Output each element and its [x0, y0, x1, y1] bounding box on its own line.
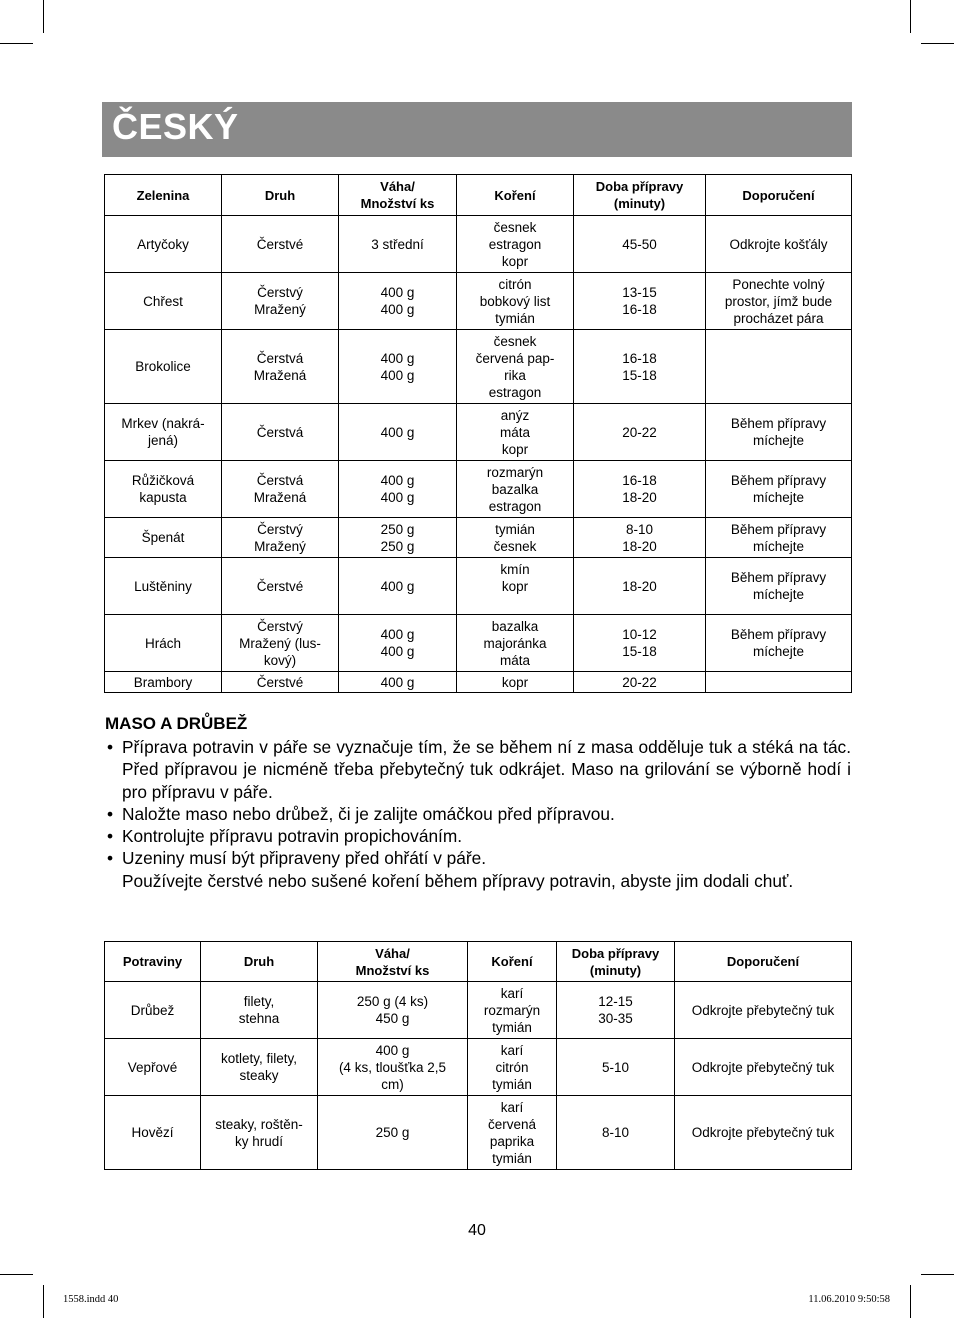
- cell-line: Mražený: [254, 538, 306, 554]
- cell-line: steaky, roštěn-: [215, 1116, 303, 1132]
- cell-line: tymián: [492, 1019, 532, 1035]
- cell-line: 16-18: [622, 302, 657, 317]
- column-header: [574, 175, 706, 216]
- cell-line: česnek: [493, 219, 537, 235]
- table-cell: [706, 672, 852, 693]
- table-row: [105, 1096, 852, 1170]
- list-item: • Uzeniny musí být připraveny před ohřátí v páře.: [105, 847, 851, 869]
- cell-line: Čerstvé: [256, 578, 304, 594]
- cell-line: Čerstvý: [257, 521, 303, 537]
- cell-line: 250 g (4 ks): [356, 994, 429, 1009]
- table-cell: [468, 1039, 557, 1096]
- cell-line: Odkrojte přebytečný tuk: [691, 1059, 835, 1075]
- cell-line: kopr: [501, 674, 529, 690]
- section-heading: MASO A DRŮBEŽ: [105, 714, 248, 733]
- table-cell: [706, 273, 852, 330]
- crop-mark: [910, 0, 911, 33]
- bullet-list: [105, 736, 851, 870]
- table-cell: [574, 558, 706, 615]
- cell-line: míchejte: [752, 644, 805, 659]
- table-cell: [339, 615, 457, 672]
- cell-line: Doporučení: [742, 187, 815, 203]
- table-cell: [574, 330, 706, 404]
- cell-line: 10-12: [622, 627, 657, 642]
- column-header: [557, 942, 675, 982]
- cell-line: kový): [263, 652, 297, 668]
- table-cell: [222, 518, 339, 558]
- table-row: [105, 518, 852, 558]
- cell-line: tymián: [495, 310, 535, 326]
- cell-line: Doporučení: [726, 954, 800, 969]
- cell-line: Doba přípravy: [595, 179, 684, 194]
- cell-line: 18-20: [622, 538, 657, 554]
- cell-line: majoránka: [483, 635, 547, 651]
- cell-line: Čerstvá: [256, 424, 304, 440]
- crop-mark: [43, 0, 44, 33]
- cell-line: kopr: [501, 441, 529, 457]
- cell-line: 400 g: [380, 302, 415, 317]
- cell-line: Odkrojte košťály: [729, 236, 828, 252]
- table-cell: [339, 404, 457, 461]
- cell-line: 15-18: [622, 644, 657, 659]
- table-row: [105, 982, 852, 1039]
- cell-line: Čerstvá: [256, 350, 304, 366]
- meat-section: [105, 712, 851, 892]
- cell-line: 15-18: [622, 367, 657, 383]
- cell-line: Drůbež: [130, 1002, 175, 1018]
- table-header-row: [105, 942, 852, 982]
- table-cell: [574, 404, 706, 461]
- date-slug: 11.06.2010 9:50:58: [808, 1294, 890, 1305]
- column-header: [339, 175, 457, 216]
- list-item: • Naložte maso nebo drůbež, či je zalijte omáčkou před přípravou.: [105, 803, 851, 825]
- cell-line: míchejte: [752, 538, 805, 554]
- cell-line: estragon: [488, 498, 542, 514]
- cell-line: 5-10: [601, 1059, 630, 1075]
- meat-table: [104, 941, 852, 1170]
- cell-line: (4 ks, tloušťka 2,5: [338, 1059, 447, 1075]
- column-header: [675, 942, 852, 982]
- table-cell: [201, 982, 318, 1039]
- cell-line: 250 g: [380, 538, 415, 554]
- column-header: [468, 942, 557, 982]
- cell-line: Čerstvý: [257, 285, 303, 300]
- table-cell: [457, 330, 574, 404]
- cell-line: stehna: [238, 1011, 280, 1026]
- cell-line: červená pap-: [475, 350, 555, 366]
- table-cell: [457, 216, 574, 273]
- cell-line: cm): [381, 1076, 404, 1092]
- cell-line: 18-20: [622, 578, 657, 594]
- cell-line: steaky: [239, 1068, 279, 1083]
- cell-line: 13-15: [622, 285, 657, 300]
- table-cell: [457, 404, 574, 461]
- column-header: [706, 175, 852, 216]
- cell-line: Růžičková: [131, 473, 195, 488]
- cell-line: Čerstvá: [256, 473, 304, 488]
- table-cell: [468, 1096, 557, 1170]
- cell-line: 18-20: [622, 490, 657, 505]
- table-cell: [574, 615, 706, 672]
- cell-line: Během přípravy: [730, 627, 827, 642]
- table-cell: [675, 1096, 852, 1170]
- table-cell: [339, 330, 457, 404]
- cell-line: Koření: [494, 187, 536, 203]
- cell-line: Množství ks: [360, 196, 435, 211]
- cell-line: 400 g: [380, 424, 415, 440]
- cell-line: kopr: [501, 253, 529, 269]
- cell-line: Potraviny: [122, 954, 183, 969]
- cell-line: anýz: [500, 407, 530, 423]
- table-cell: [105, 615, 222, 672]
- column-header: [105, 175, 222, 216]
- cell-line: 400 g: [380, 473, 415, 488]
- cell-line: 400 g: [380, 674, 415, 690]
- table-cell: [675, 982, 852, 1039]
- cell-line: 30-35: [598, 1011, 633, 1026]
- list-item: • Příprava potravin v páře se vyznačuje tím, že se během ní z masa odděluje tuk a stéká na tác. Před přípravou je nicméně třeba přebytečný tuk odkrájet. Maso na grilování se výborně hodí i pro přípravu v páře.: [105, 736, 851, 803]
- cell-line: česnek: [493, 538, 537, 554]
- table-cell: [557, 982, 675, 1039]
- cell-line: Mrkev (nakrá-: [121, 416, 205, 431]
- crop-mark: [921, 1274, 954, 1275]
- table-cell: [457, 461, 574, 518]
- cell-line: Brokolice: [135, 359, 191, 374]
- table-cell: [318, 982, 468, 1039]
- cell-line: kmín: [500, 561, 530, 577]
- table-cell: [574, 273, 706, 330]
- table-cell: [222, 273, 339, 330]
- table-cell: [105, 461, 222, 518]
- table-cell: [468, 982, 557, 1039]
- cell-line: citrón: [498, 276, 532, 292]
- table-cell: [574, 518, 706, 558]
- cell-line: Koření: [491, 954, 533, 969]
- cell-line: míchejte: [752, 587, 805, 602]
- table-row: [105, 273, 852, 330]
- cell-line: kapusta: [139, 490, 187, 505]
- cell-line: Během přípravy: [730, 570, 827, 585]
- cell-line: 8-10: [625, 521, 654, 537]
- table-cell: [706, 404, 852, 461]
- table-cell: [105, 518, 222, 558]
- table-cell: [105, 672, 222, 693]
- cell-line: Mražená: [253, 490, 307, 505]
- table-cell: [222, 404, 339, 461]
- cell-line: 400 g: [380, 490, 415, 505]
- table-row: [105, 615, 852, 672]
- cell-line: citrón: [495, 1059, 529, 1075]
- cell-line: 16-18: [622, 350, 657, 366]
- cell-line: rozmarýn: [486, 464, 544, 480]
- column-header: [105, 942, 201, 982]
- table-cell: [201, 1039, 318, 1096]
- cell-line: kotlety, filety,: [220, 1051, 298, 1066]
- table-cell: [318, 1096, 468, 1170]
- cell-line: (minuty): [613, 196, 666, 211]
- cell-line: 3 střední: [371, 236, 424, 252]
- column-header: [457, 175, 574, 216]
- table-row: [105, 216, 852, 273]
- cell-line: 16-18: [622, 473, 657, 488]
- cell-line: Během přípravy: [730, 473, 827, 488]
- cell-line: červená: [487, 1116, 537, 1132]
- cell-line: Mražený: [254, 302, 306, 317]
- cell-line: jená): [147, 433, 179, 448]
- cell-line: 250 g: [380, 521, 415, 537]
- cell-line: Během přípravy: [730, 521, 827, 537]
- cell-line: procházet pára: [733, 310, 824, 326]
- table-cell: [339, 518, 457, 558]
- table-cell: [222, 558, 339, 615]
- cell-line: 20-22: [622, 674, 657, 690]
- cell-line: máta: [499, 424, 530, 440]
- table-cell: [706, 461, 852, 518]
- table-cell: [105, 273, 222, 330]
- list-item: • Kontrolujte přípravu potravin propichováním.: [105, 825, 851, 847]
- cell-line: Množství ks: [355, 962, 430, 978]
- table-row: [105, 672, 852, 693]
- cell-line: míchejte: [752, 433, 805, 448]
- crop-mark: [921, 43, 954, 44]
- table-cell: [339, 558, 457, 615]
- cell-line: kopr: [501, 578, 529, 594]
- table-cell: [706, 518, 852, 558]
- cell-line: Váha/: [375, 945, 410, 961]
- table-cell: [339, 461, 457, 518]
- page-number: 40: [468, 1222, 486, 1239]
- cell-line: 450 g: [375, 1011, 410, 1026]
- cell-line: bazalka: [491, 481, 539, 497]
- table-cell: [574, 461, 706, 518]
- table-cell: [105, 404, 222, 461]
- table-cell: [457, 558, 574, 615]
- cell-line: 400 g: [380, 367, 415, 383]
- cell-line: prostor, jímž bude: [724, 293, 833, 309]
- crop-mark: [910, 1285, 911, 1318]
- cell-line: bazalka: [491, 618, 539, 634]
- table-cell: [105, 982, 201, 1039]
- cell-line: Hovězí: [131, 1125, 174, 1140]
- note-paragraph: Používejte čerstvé nebo sušené koření během přípravy potravin, abyste jim dodali chuť.: [122, 870, 794, 891]
- crop-mark: [43, 1285, 44, 1318]
- cell-line: [460, 595, 570, 612]
- cell-line: 400 g: [380, 627, 415, 642]
- table-cell: [706, 216, 852, 273]
- table-cell: [457, 615, 574, 672]
- cell-line: karí: [500, 1042, 524, 1058]
- cell-line: máta: [499, 652, 530, 668]
- cell-line: [709, 358, 848, 375]
- table-cell: [339, 672, 457, 693]
- cell-line: 8-10: [601, 1125, 630, 1140]
- cell-line: Mražená: [253, 367, 307, 383]
- cell-line: Čerstvé: [256, 674, 304, 690]
- cell-line: Brambory: [133, 674, 193, 690]
- cell-line: (minuty): [589, 962, 642, 978]
- cell-line: 20-22: [622, 424, 657, 440]
- cell-line: 400 g: [380, 644, 415, 659]
- cell-line: estragon: [488, 236, 542, 252]
- table-row: [105, 1039, 852, 1096]
- cell-line: Druh: [243, 954, 275, 969]
- cell-line: karí: [500, 985, 524, 1001]
- table-cell: [706, 330, 852, 404]
- table-cell: [457, 672, 574, 693]
- table-cell: [222, 672, 339, 693]
- table-cell: [557, 1096, 675, 1170]
- table-cell: [105, 216, 222, 273]
- cell-line: rozmarýn: [483, 1002, 541, 1018]
- cell-line: 250 g: [375, 1125, 410, 1140]
- cell-line: Doba přípravy: [571, 945, 660, 961]
- cell-line: bobkový list: [479, 293, 551, 309]
- table-cell: [105, 1096, 201, 1170]
- cell-line: paprika: [489, 1133, 535, 1149]
- cell-line: 400 g: [380, 578, 415, 594]
- cell-line: 45-50: [622, 236, 657, 252]
- cell-line: Chřest: [143, 293, 183, 309]
- cell-line: filety,: [243, 994, 275, 1009]
- cell-line: Artyčoky: [137, 236, 189, 252]
- cell-line: Zelenina: [136, 187, 190, 203]
- cell-line: estragon: [488, 384, 542, 400]
- cell-line: Během přípravy: [730, 416, 827, 431]
- table-header-row: [105, 175, 852, 216]
- cell-line: Druh: [264, 187, 296, 203]
- cell-line: Odkrojte přebytečný tuk: [691, 1002, 835, 1018]
- cell-line: Čerstvé: [256, 236, 304, 252]
- table-cell: [675, 1039, 852, 1096]
- cell-line: tymián: [495, 521, 535, 537]
- table-cell: [105, 1039, 201, 1096]
- table-cell: [222, 615, 339, 672]
- table-cell: [105, 558, 222, 615]
- cell-line: česnek: [493, 333, 537, 349]
- cell-line: tymián: [492, 1076, 532, 1092]
- table-cell: [557, 1039, 675, 1096]
- cell-line: míchejte: [752, 490, 805, 505]
- table-cell: [222, 330, 339, 404]
- table-cell: [222, 216, 339, 273]
- vegetables-table: [104, 174, 852, 693]
- cell-line: Váha/: [380, 179, 415, 194]
- language-banner: [102, 102, 852, 157]
- file-slug: 1558.indd 40: [63, 1294, 119, 1305]
- table-row: [105, 404, 852, 461]
- table-cell: [457, 518, 574, 558]
- cell-line: Mražený (lus-: [239, 635, 321, 651]
- column-header: [222, 175, 339, 216]
- table-cell: [706, 615, 852, 672]
- table-row: [105, 330, 852, 404]
- cell-line: Odkrojte přebytečný tuk: [691, 1125, 835, 1140]
- page-title: ČESKÝ: [112, 106, 239, 147]
- table-cell: [706, 558, 852, 615]
- cell-line: Vepřové: [127, 1059, 178, 1075]
- cell-line: tymián: [492, 1150, 532, 1166]
- cell-line: ky hrudí: [234, 1133, 284, 1149]
- cell-line: 400 g: [380, 350, 415, 366]
- table-cell: [457, 273, 574, 330]
- table-cell: [201, 1096, 318, 1170]
- table-cell: [318, 1039, 468, 1096]
- table-cell: [105, 330, 222, 404]
- cell-line: [709, 674, 848, 691]
- column-header: [201, 942, 318, 982]
- table-cell: [222, 461, 339, 518]
- cell-line: rika: [504, 367, 526, 383]
- table-row: [105, 461, 852, 518]
- cell-line: 400 g: [380, 285, 415, 300]
- crop-mark: [0, 1274, 33, 1275]
- cell-line: 400 g: [375, 1042, 410, 1058]
- table-cell: [574, 216, 706, 273]
- cell-line: Špenát: [141, 530, 185, 545]
- table-row: [105, 558, 852, 615]
- cell-line: 12-15: [598, 994, 633, 1009]
- cell-line: karí: [500, 1099, 524, 1115]
- cell-line: Čerstvý: [257, 618, 303, 634]
- crop-mark: [0, 43, 33, 44]
- cell-line: Luštěniny: [134, 578, 192, 594]
- table-cell: [574, 672, 706, 693]
- column-header: [318, 942, 468, 982]
- cell-line: Hrách: [144, 635, 181, 651]
- table-cell: [339, 273, 457, 330]
- table-cell: [339, 216, 457, 273]
- cell-line: Ponechte volný: [732, 276, 825, 292]
